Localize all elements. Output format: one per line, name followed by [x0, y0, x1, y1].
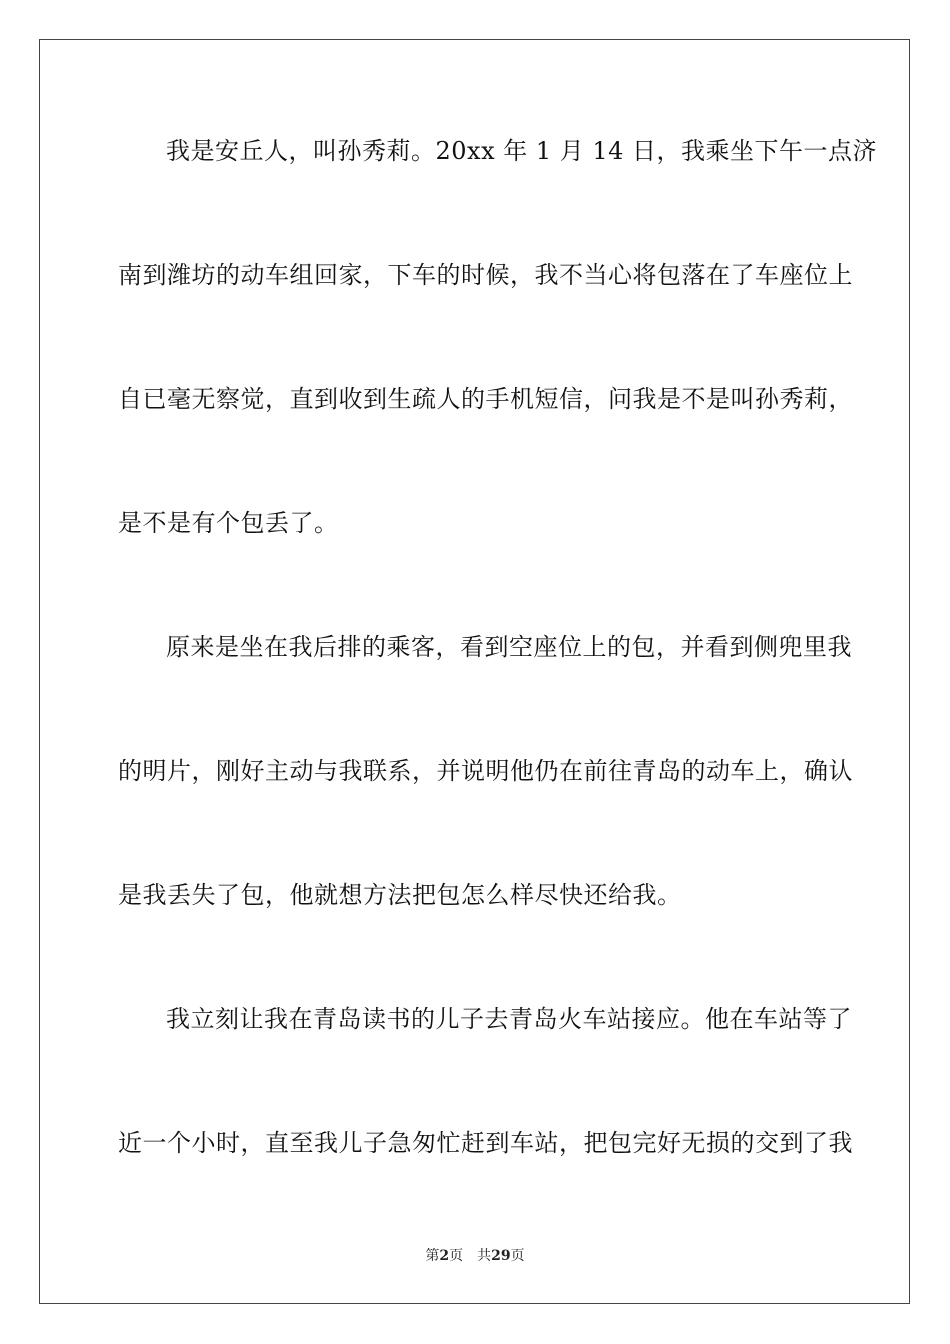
- paragraph-1-line-4: 是不是有个包丢了。: [118, 509, 339, 537]
- paragraph-3-line-1: 我立刻让我在青岛读书的儿子去青岛火车站接应。他在车站等了: [166, 1005, 852, 1033]
- footer-page-number: 2: [439, 1248, 450, 1264]
- footer-total-pages: 29: [491, 1248, 511, 1264]
- paragraph-3-line-2: 近一个小时，直至我儿子急匆忙赶到车站，把包完好无损的交到了我: [118, 1129, 853, 1157]
- footer-page-suffix: 页: [449, 1248, 464, 1264]
- page-footer: [0, 1247, 950, 1265]
- paragraph-1-line-3: 自已毫无察觉，直到收到生疏人的手机短信，问我是不是叫孙秀莉，: [118, 385, 853, 413]
- footer-total-suffix: 页: [510, 1248, 525, 1264]
- page-border: [39, 39, 910, 1304]
- paragraph-2-line-2: 的明片，刚好主动与我联系，并说明他仍在前往青岛的动车上，确认: [118, 757, 853, 785]
- paragraph-2-line-1: 原来是坐在我后排的乘客，看到空座位上的包，并看到侧兜里我: [166, 633, 852, 661]
- paragraph-1-line-2: 南到潍坊的动车组回家，下车的时候，我不当心将包落在了车座位上: [118, 261, 853, 289]
- paragraph-1-line-1: 我是安丘人，叫孙秀莉。20xx 年 1 月 14 日，我乘坐下午一点济: [166, 137, 878, 165]
- footer-page-prefix: 第: [425, 1248, 440, 1264]
- paragraph-2-line-3: 是我丢失了包，他就想方法把包怎么样尽快还给我。: [118, 881, 682, 909]
- footer-total-prefix: 共: [477, 1248, 492, 1264]
